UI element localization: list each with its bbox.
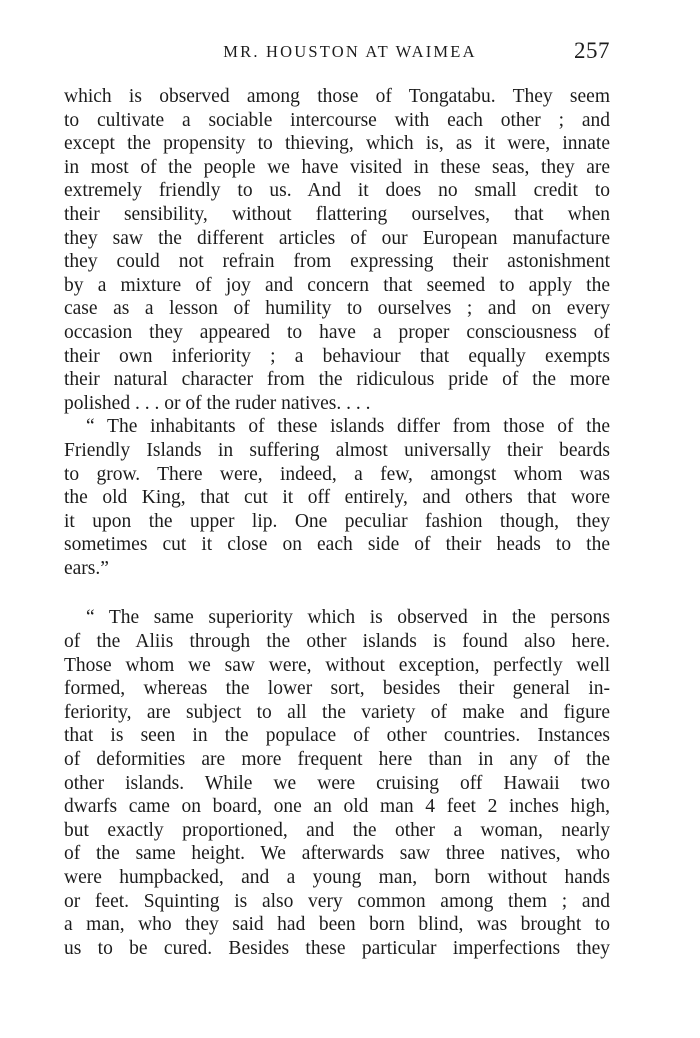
text-line: or feet. Squinting is also very common among them ; and [64,890,610,912]
text-line: they saw the different articles of our European manufacture [64,227,610,249]
paragraph-gap [64,580,610,606]
text-line: of the Aliis through the other islands is found also here. [64,631,610,653]
running-head [64,38,610,68]
text-line: but exactly proportioned, and the other a woman, nearly [64,819,610,841]
text-line: “ The inhabitants of these islands differ from those of the [86,416,610,438]
paragraph-3 [64,606,610,960]
text-line: their sensibility, without flattering ourselves, that when [64,203,610,225]
text-line: in most of the people we have visited in these seas, they are [64,156,610,178]
text-line: that is seen in the populace of other countries. Instances [64,725,610,747]
text-line: which is observed among those of Tongatabu. They seem [64,86,610,107]
text-line: polished . . . or of the ruder natives. . . . [64,392,371,414]
text-line: extremely friendly to us. And it does no small credit to [64,180,610,202]
text-line: to grow. There were, indeed, a few, amongst whom was [64,463,610,485]
text-line: occasion they appeared to have a proper consciousness of [64,321,610,343]
text-line: by a mixture of joy and concern that seemed to apply the [64,274,610,296]
text-line: it upon the upper lip. One peculiar fashion though, they [64,510,610,532]
paragraph-1 [64,85,610,415]
text-line: to cultivate a sociable intercourse with each other ; and [64,109,610,131]
text-line: dwarfs came on board, one an old man 4 feet 2 inches high, [64,796,610,818]
text-line: of the same height. We afterwards saw three natives, who [64,843,610,865]
text-line: the old King, that cut it off entirely, and others that wore [64,487,610,509]
text-line: us to be cured. Besides these particular imperfections they [64,937,610,959]
running-title: MR. HOUSTON AT WAIMEA [223,42,477,61]
page-number: 257 [574,38,610,63]
text-line: other islands. While we were cruising off Hawaii two [64,772,610,794]
text-line: of deformities are more frequent here than in any of the [64,749,610,771]
text-line: Those whom we saw were, without exception, perfectly well [64,654,610,676]
text-line: Friendly Islands in suffering almost universally their beards [64,439,610,461]
text-line: were humpbacked, and a young man, born without hands [64,867,610,888]
text-line: ears.” [64,557,109,579]
text-line: they could not refrain from expressing their astonishment [64,251,610,273]
text-line: case as a lesson of humility to ourselves ; and on every [64,298,610,320]
text-line: “ The same superiority which is observed in the persons [86,607,610,629]
body-text [64,85,610,960]
paragraph-2 [64,415,610,580]
text-line: a man, who they said had been born blind, was brought to [64,914,610,936]
text-line: their natural character from the ridiculous pride of the more [64,369,610,391]
text-line: formed, whereas the lower sort, besides their general in- [64,678,610,700]
text-line: their own inferiority ; a behaviour that equally exempts [64,345,610,367]
text-line: feriority, are subject to all the variety of make and figure [64,701,610,723]
text-line: except the propensity to thieving, which is, as it were, innate [64,133,610,155]
text-line: sometimes cut it close on each side of their heads to the [64,534,610,556]
